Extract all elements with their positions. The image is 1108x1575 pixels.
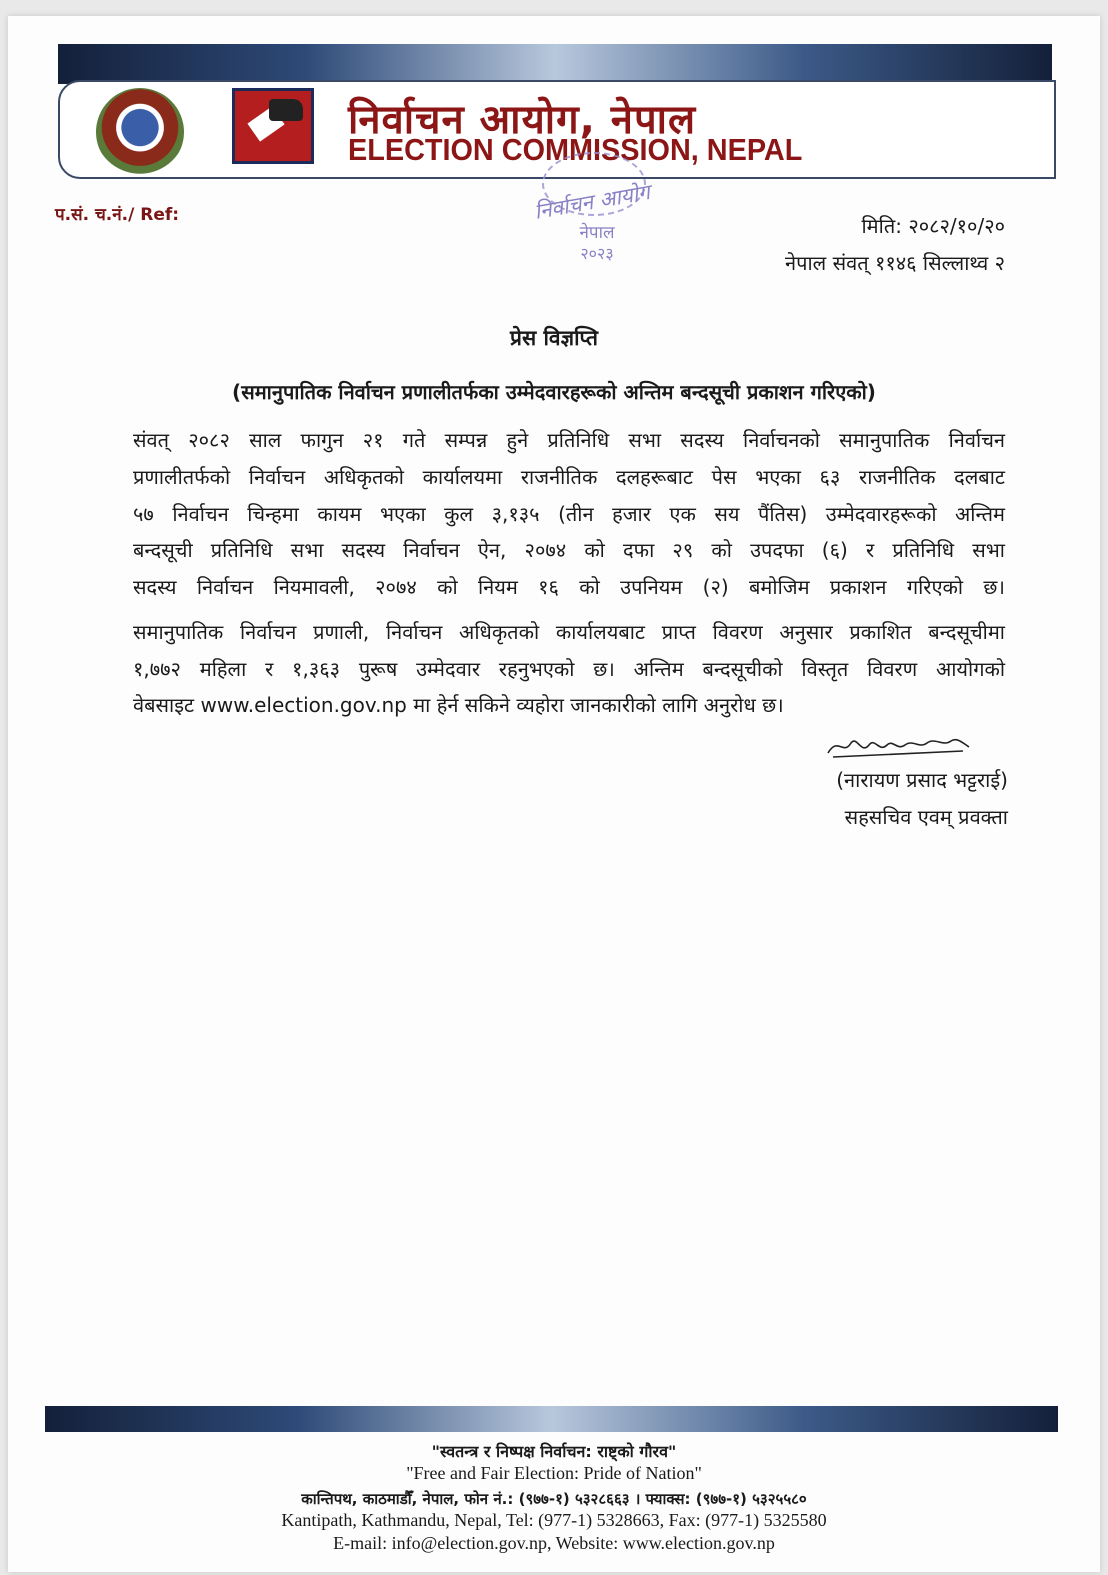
paragraph1-line: बन्दसूची प्रतिनिधि सभा सदस्य निर्वाचन ऐन, २०७४ को दफा २९ को उपदफा (६) र प्रतिनिधि सभा xyxy=(133,538,1005,562)
footer-band xyxy=(45,1406,1058,1432)
paragraph2-line: १,७७२ महिला र १,३६३ पुरूष उम्मेदवार रहनुभएको छ। अन्तिम बन्दसूचीको विस्तृत विवरण आयोगको xyxy=(133,657,1005,681)
paragraph1-line: संवत् २०८२ साल फागुन २१ गते सम्पन्न हुने प्रतिनिधि सभा सदस्य निर्वाचनको समानुपातिक निर्वाचन xyxy=(133,428,1005,452)
paragraph2-line: समानुपातिक निर्वाचन प्रणाली, निर्वाचन अधिकृतको कार्यालयबाट प्राप्त विवरण अनुसार प्रकाशित बन्दसूचीमा xyxy=(133,620,1005,644)
title-english: ELECTION COMMISSION, NEPAL xyxy=(348,132,803,167)
motto-english: "Free and Fair Election: Pride of Nation" xyxy=(406,1463,702,1483)
paragraph2-line: वेबसाइट www.election.gov.np मा हेर्न सकिने व्यहोरा जानकारीको लागि अनुरोध छ। xyxy=(133,693,784,717)
address-english: Kantipath, Kathmandu, Nepal, Tel: (977-1) 5328663, Fax: (977-1) 5325580 xyxy=(281,1510,827,1530)
subheading: (समानुपातिक निर्वाचन प्रणालीतर्फका उम्मेदवारहरूको अन्तिम बन्दसूची प्रकाशन गरिएको) xyxy=(232,380,876,404)
reference-label: प.सं. च.नं./ Ref: xyxy=(55,205,180,225)
paragraph1-line: ५७ निर्वाचन चिन्हमा कायम भएका कुल ३,१३५ (तीन हजार एक सय पैंतिस) उम्मेदवारहरूको अन्तिम xyxy=(133,502,1005,526)
signatory-title: सहसचिव एवम् प्रवक्ता xyxy=(844,805,1008,829)
date: मिति: २०८२/१०/२० xyxy=(861,214,1005,238)
title-nepali: निर्वाचन आयोग, नेपाल xyxy=(348,97,697,143)
contact-info: E-mail: info@election.gov.np, Website: www.election.gov.np xyxy=(333,1533,775,1553)
header-band xyxy=(58,44,1052,84)
nepal-emblem-icon xyxy=(96,88,184,176)
signatory-name: (नारायण प्रसाद भट्टराई) xyxy=(836,768,1008,792)
heading: प्रेस विज्ञप्ति xyxy=(510,326,598,350)
signature xyxy=(823,731,973,761)
press-release-page xyxy=(8,16,1100,1572)
nepal-sambat-date: नेपाल संवत् ११४६ सिल्लाथ्व २ xyxy=(785,251,1005,275)
election-commission-logo-icon xyxy=(232,88,314,164)
official-stamp: निर्वाचन आयोग नेपाल २०२३ xyxy=(522,166,662,276)
paragraph1-line: प्रणालीतर्फको निर्वाचन अधिकृतको कार्यालयमा राजनीतिक दलहरूबाट पेस भएका ६३ राजनीतिक दलबाट xyxy=(133,465,1005,489)
address-nepali: कान्तिपथ, काठमाडौँ, नेपाल, फोन नं.: (९७७-१) ५३२८६६३ । फ्याक्स: (९७७-१) ५३२५५८० xyxy=(301,1490,807,1508)
motto-nepali: "स्वतन्त्र र निष्पक्ष निर्वाचन: राष्ट्को गौरव" xyxy=(431,1442,677,1461)
paragraph1-line: सदस्य निर्वाचन नियमावली, २०७४ को नियम १६ को उपनियम (२) बमोजिम प्रकाशन गरिएको छ। xyxy=(133,575,1005,599)
